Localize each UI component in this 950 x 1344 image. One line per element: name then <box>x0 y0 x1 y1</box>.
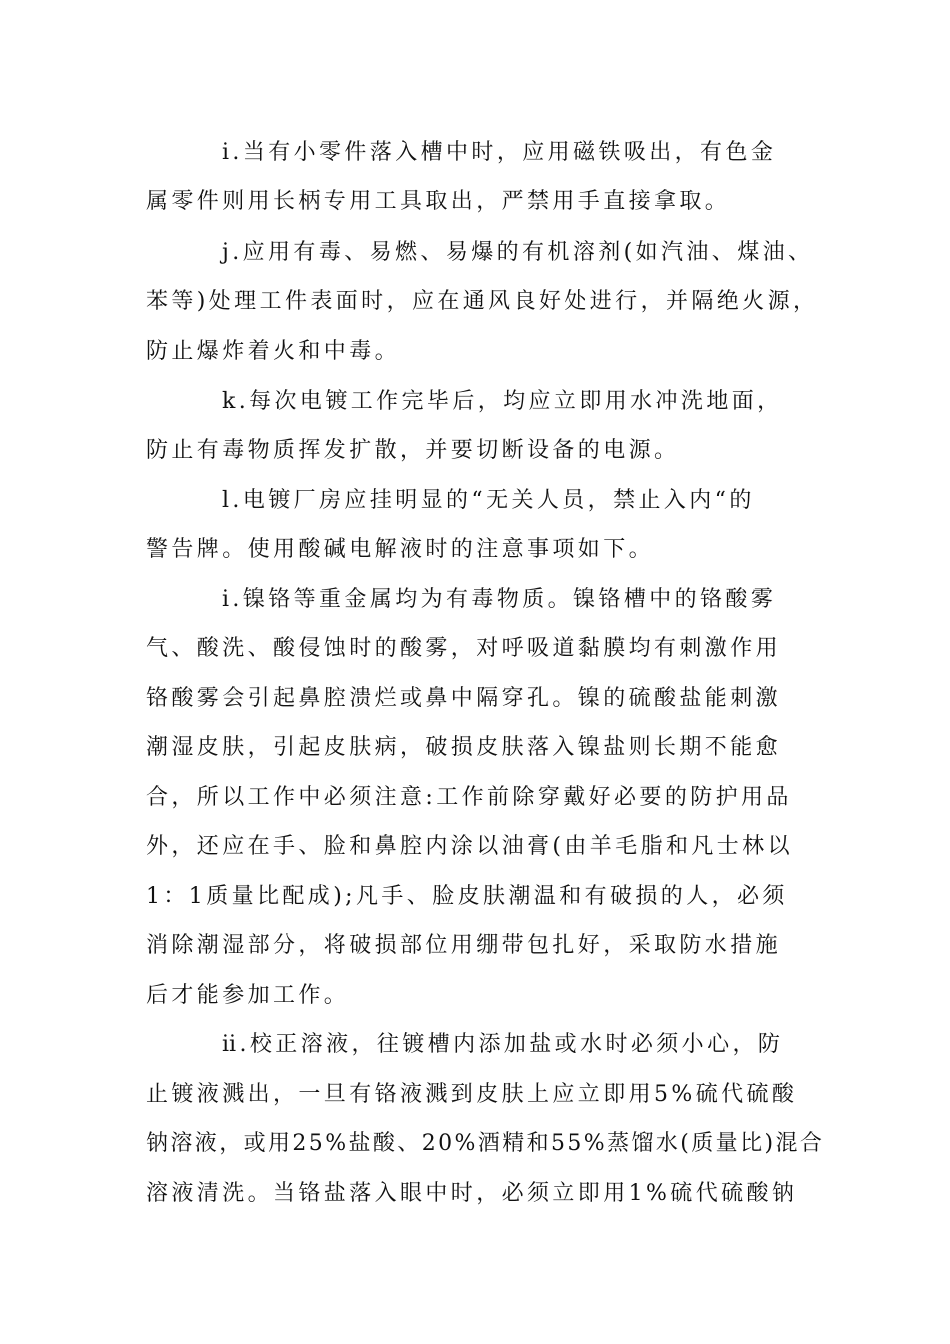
text-line: 防止有毒物质挥发扩散，并要切断设备的电源。 <box>146 438 680 463</box>
text-line: 警告牌。使用酸碱电解液时的注意事项如下。 <box>146 537 655 562</box>
text-line: 外，还应在手、脸和鼻腔内涂以油膏(由羊毛脂和凡士林以 <box>146 834 793 859</box>
text-line: 1：1质量比配成);凡手、脸皮肤潮温和有破损的人，必须 <box>146 884 788 909</box>
text-line: 属零件则用长柄专用工具取出，严禁用手直接拿取。 <box>146 189 731 214</box>
text-line: 防止爆炸着火和中毒。 <box>146 339 401 364</box>
text-line: ⅰ.镍铬等重金属均为有毒物质。镍铬槽中的铬酸雾 <box>222 587 777 612</box>
text-line: 后才能参加工作。 <box>146 983 350 1008</box>
text-line: j.应用有毒、易燃、易爆的有机溶剂(如汽油、煤油、 <box>222 240 814 265</box>
text-line: 溶液清洗。当铬盐落入眼中时，必须立即用1%硫代硫酸钠 <box>146 1181 798 1206</box>
text-line: 止镀液溅出，一旦有铬液溅到皮肤上应立即用5%硫代硫酸 <box>146 1082 798 1107</box>
text-line: 铬酸雾会引起鼻腔溃烂或鼻中隔穿孔。镍的硫酸盐能刺激 <box>146 686 782 711</box>
text-line: l.电镀厂房应挂明显的“无关人员，禁止入内“的 <box>222 488 755 513</box>
text-line: k.每次电镀工作完毕后，均应立即用水冲洗地面， <box>222 389 783 414</box>
text-line: ⅱ.校正溶液，往镀槽内添加盐或水时必须小心，防 <box>222 1032 784 1057</box>
text-line: 合，所以工作中必须注意:工作前除穿戴好必要的防护用品 <box>146 785 792 810</box>
text-line: i.当有小零件落入槽中时，应用磁铁吸出，有色金 <box>222 140 777 165</box>
text-line: 消除潮湿部分，将破损部位用绷带包扎好，采取防水措施 <box>146 933 782 958</box>
text-line: 苯等)处理工件表面时，应在通风良好处进行，并隔绝火源， <box>146 289 819 314</box>
text-line: 钠溶液，或用25%盐酸、20%酒精和55%蒸馏水(质量比)混合 <box>146 1131 825 1156</box>
text-line: 气、酸洗、酸侵蚀时的酸雾，对呼吸道黏膜均有刺激作用 <box>146 636 782 661</box>
text-line: 潮湿皮肤，引起皮肤病，破损皮肤落入镍盐则长期不能愈 <box>146 735 782 760</box>
